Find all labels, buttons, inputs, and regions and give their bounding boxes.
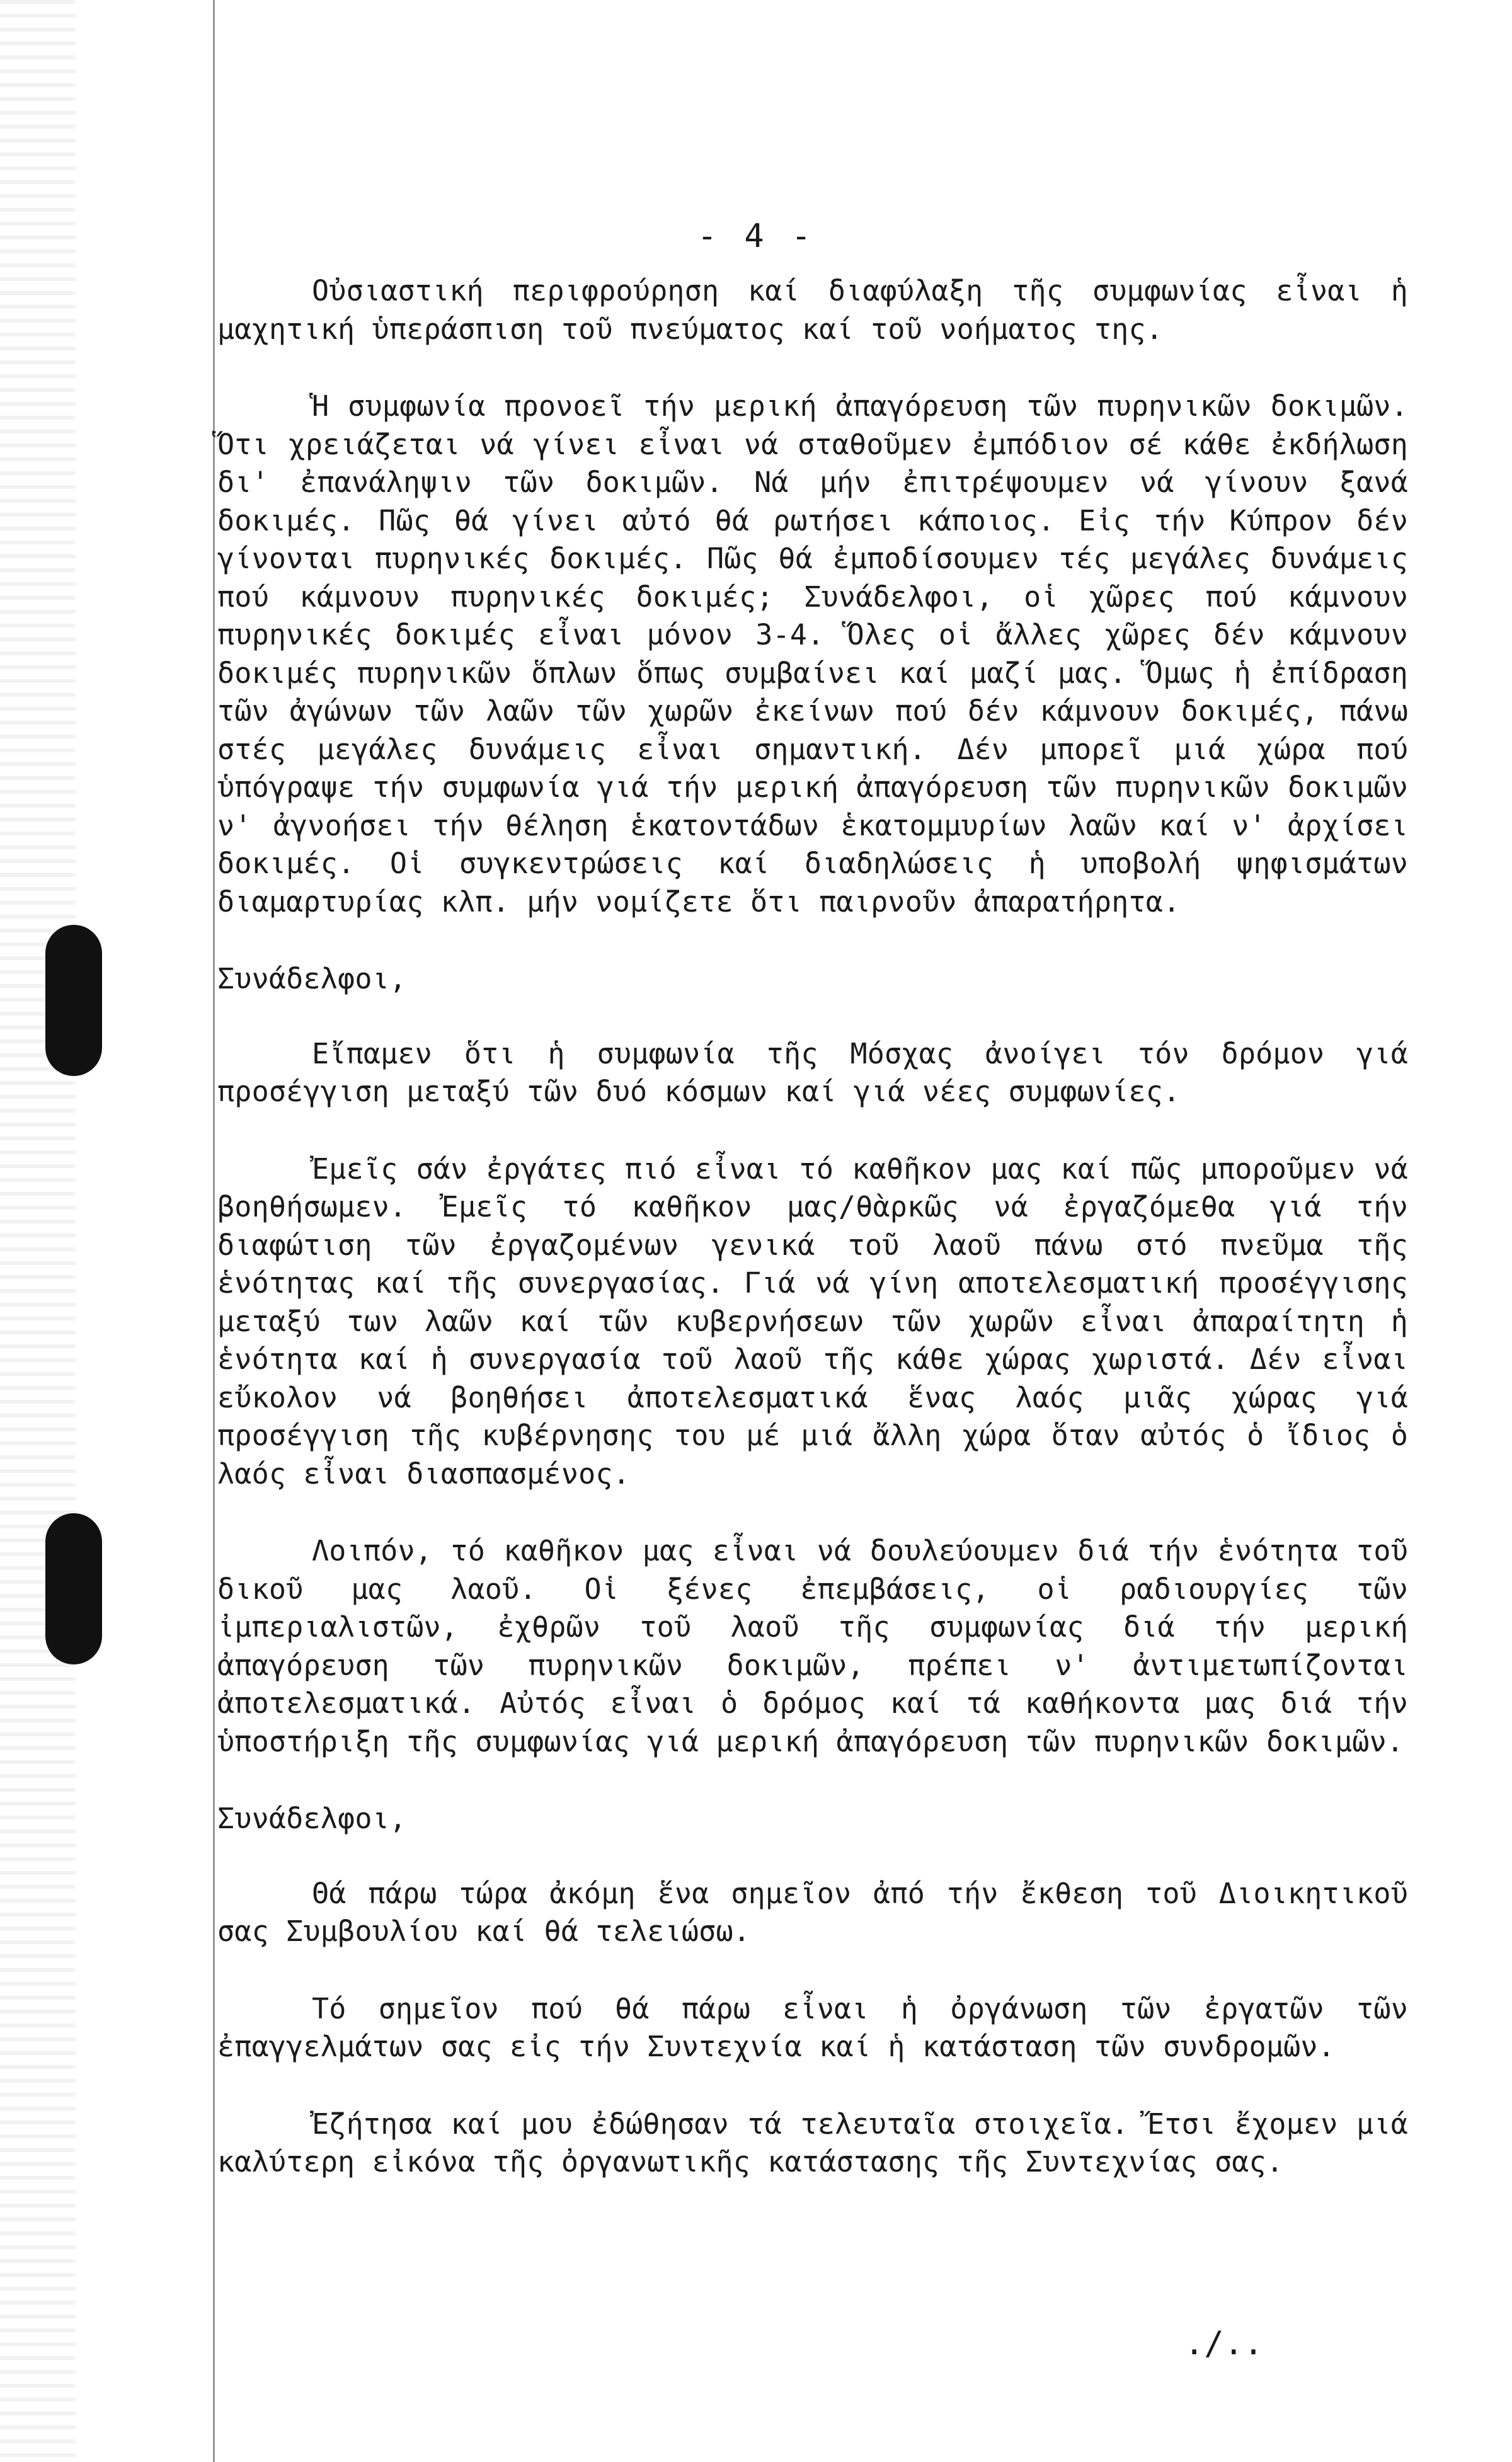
punch-hole-lower	[45, 1513, 102, 1664]
salutation: Συνάδελφοι,	[217, 962, 407, 995]
document-body	[217, 272, 1408, 2221]
paragraph: Ἐζήτησα καί μου ἐδώθησαν τά τελευταῖα στοιχεῖα. Ἔτσι ἔχομεν μιά καλύτερη εἰκόνα τῆς ὀργανωτικῆς κατάστασης τῆς Συντεχνίας σας.	[217, 2107, 1408, 2179]
margin-rule-line	[213, 0, 215, 2462]
continuation-mark: ./..	[1184, 2325, 1264, 2362]
page-number: - 4 -	[697, 217, 815, 255]
scan-edge-shadow	[0, 0, 76, 2462]
salutation: Συνάδελφοι,	[217, 1802, 407, 1835]
punch-hole-upper	[45, 925, 102, 1076]
paragraph: Τό σημεῖον πού θά πάρω εἶναι ἡ ὀργάνωση τῶν ἐργατῶν τῶν ἐπαγγελμάτων σας εἰς τήν Συντεχνία καί ἡ κατάσταση τῶν συνδρομῶν.	[217, 1991, 1408, 2063]
paragraph: Θά πάρω τώρα ἀκόμη ἕνα σημεῖον ἀπό τήν ἔκθεση τοῦ Διοικητικοῦ σας Συμβουλίου καί θά τελειώσω.	[217, 1876, 1408, 1948]
paragraph: Οὐσιαστική περιφρούρηση καί διαφύλαξη τῆς συμφωνίας εἶναι ἡ μαχητική ὑπεράσπιση τοῦ πνεύματος καί τοῦ νοήματος της.	[217, 274, 1408, 346]
paragraph: Εἴπαμεν ὅτι ἡ συμφωνία τῆς Μόσχας ἀνοίγει τόν δρόμον γιά προσέγγιση μεταξύ τῶν δυό κόσμων καί γιά νέες συμφωνίες.	[217, 1036, 1408, 1108]
paragraph: Ἐμεῖς σάν ἐργάτες πιό εἶναι τό καθῆκον μας καί πῶς μποροῦμεν νά βοηθήσωμεν. Ἐμεῖς τό καθῆκον μας/θὰρκῶς νά ἐργαζόμεθα γιά τήν διαφώτιση τῶν ἐργαζομένων γενικά τοῦ λαοῦ πάνω στό πνεῦμα τῆς ἑνότητας καί τῆς συνεργασίας. Γιά νά γίνη αποτελεσματική προσέγγισης μεταξύ των λαῶν καί τῶν κυβερνήσεων τῶν χωρῶν εἶναι ἀπαραίτητη ἡ ἑνότητα καί ἡ συνεργασία τοῦ λαοῦ τῆς κάθε χώρας χωριστά. Δέν εἶναι εὔκολον νά βοηθήσει ἀποτελεσματικά ἕνας λαός μιᾶς χώρας γιά προσέγγιση τῆς κυβέρνησης του μέ μιά ἄλλη χώρα ὅταν αὐτός ὁ ἴδιος ὁ λαός εἶναι διασπασμένος.	[217, 1152, 1408, 1491]
paragraph: Ἡ συμφωνία προνοεῖ τήν μερική ἀπαγόρευση τῶν πυρηνικῶν δοκιμῶν. Ὅτι χρειάζεται νά γίνει εἶναι νά σταθοῦμεν ἐμπόδιον σέ κάθε ἐκδήλωση δι' ἐπανάληψιν τῶν δοκιμῶν. Νά μήν ἐπιτρέψουμεν νά γίνουν ξανά δοκιμές. Πῶς θά γίνει αὐτό θά ρωτήσει κάποιος. Εἰς τήν Κύπρον δέν γίνονται πυρηνικές δοκιμές. Πῶς θά ἐμποδίσουμεν τές μεγάλες δυνάμεις πού κάμνουν πυρηνικές δοκιμές; Συνάδελφοι, οἱ χῶρες πού κάμνουν πυρηνικές δοκιμές εἶναι μόνον 3-4. Ὅλες οἱ ἄλλες χῶρες δέν κάμνουν δοκιμές πυρηνικῶν ὅπλων ὅπως συμβαίνει καί μαζί μας. Ὅμως ἡ ἐπίδραση τῶν ἀγώνων τῶν λαῶν τῶν χωρῶν ἐκείνων πού δέν κάμνουν δοκιμές, πάνω στές μεγάλες δυνάμεις εἶναι σημαντική. Δέν μπορεῖ μιά χώρα πού ὑπόγραψε τήν συμφωνία γιά τήν μερική ἀπαγόρευση τῶν πυρηνικῶν δοκιμῶν ν' ἀγνοήσει τήν θέληση ἑκατοντάδων ἑκατομμυρίων λαῶν καί ν' ἀρχίσει δοκιμές. Οἱ συγκεντρώσεις καί διαδηλώσεις ἡ υποβολή ψηφισμάτων διαμαρτυρίας κλπ. μήν νομίζετε ὅτι παιρνοῦν ἀπαρατήρητα.	[217, 389, 1408, 919]
paragraph: Λοιπόν, τό καθῆκον μας εἶναι νά δουλεύουμεν διά τήν ἑνότητα τοῦ δικοῦ μας λαοῦ. Οἱ ξένες ἐπεμβάσεις, οἱ ραδιουργίες τῶν ἰμπεριαλιστῶν, ἐχθρῶν τοῦ λαοῦ τῆς συμφωνίας διά τήν μερική ἀπαγόρευση τῶν πυρηνικῶν δοκιμῶν, πρέπει ν' ἀντιμετωπίζονται ἀποτελεσματικά. Αὐτός εἶναι ὁ δρόμος καί τά καθήκοντα μας διά τήν ὑποστήριξη τῆς συμφωνίας γιά μερική ἀπαγόρευση τῶν πυρηνικῶν δοκιμῶν.	[217, 1534, 1408, 1758]
